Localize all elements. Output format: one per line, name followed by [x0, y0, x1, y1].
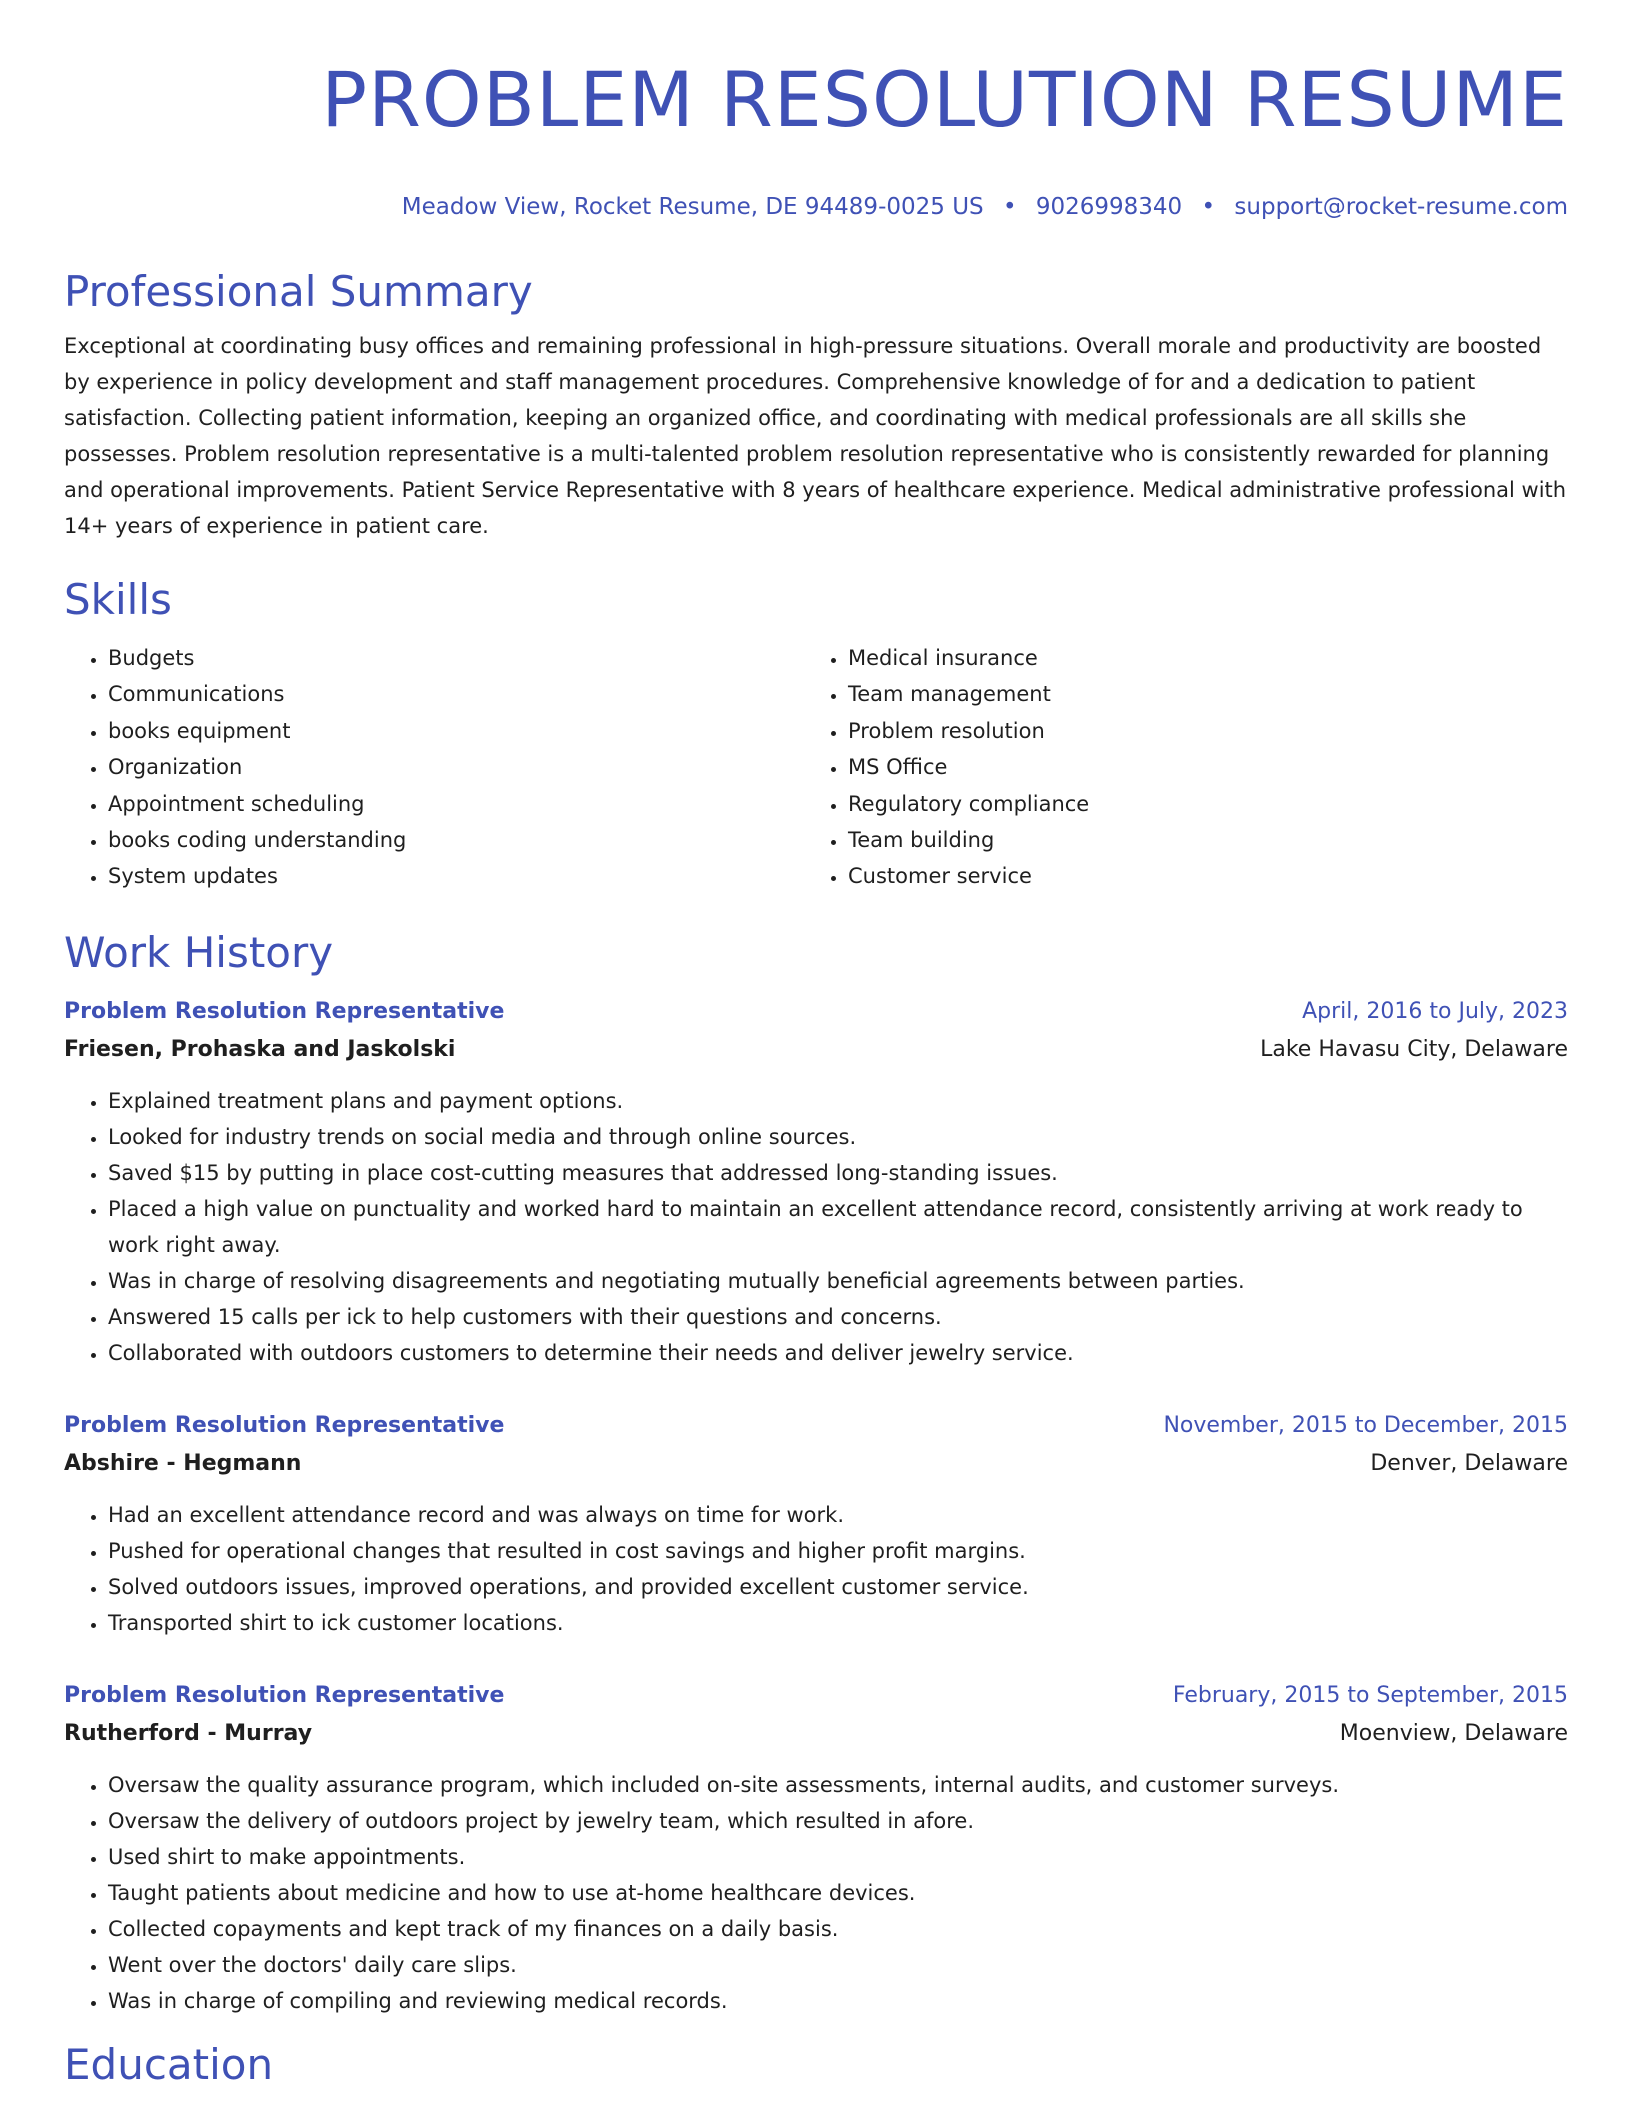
job-bullet: • Collaborated with outdoors customers to determine their needs and deliver jewelry service. — [108, 1335, 1568, 1371]
contact-address: Meadow View, Rocket Resume, DE 94489-0025 US — [401, 194, 984, 220]
skill-item: • MS Office — [848, 749, 1544, 785]
job-header-row — [64, 1407, 1568, 1445]
job-bullet: • Looked for industry trends on social media and through online sources. — [108, 1119, 1568, 1155]
job-bullet: • Went over the doctors' daily care slips. — [108, 1947, 1568, 1983]
job-bullets — [64, 1767, 1568, 2019]
job-company: Friesen, Prohaska and Jaskolski — [64, 1036, 456, 1062]
skills-heading: Skills — [64, 575, 172, 624]
job-bullet: • Was in charge of compiling and reviewing medical records. — [108, 1983, 1568, 2019]
job-company: Abshire - Hegmann — [64, 1450, 302, 1476]
job-dates: February, 2015 to September, 2015 — [1172, 1682, 1568, 1708]
job-bullet: • Explained treatment plans and payment options. — [108, 1083, 1568, 1119]
work-history-section — [64, 927, 1568, 2019]
job-dates: April, 2016 to July, 2023 — [1302, 998, 1568, 1024]
job-company-row — [64, 1445, 1568, 1483]
job-bullet: • Solved outdoors issues, improved operations, and provided excellent customer service. — [108, 1569, 1568, 1605]
education-heading: Education — [64, 2039, 274, 2089]
skill-item: • Team building — [848, 822, 1544, 858]
job-bullet: • Oversaw the quality assurance program, which included on-site assessments, internal audits, and customer surveys. — [108, 1767, 1568, 1803]
job-bullet: • Had an excellent attendance record and was always on time for work. — [108, 1497, 1568, 1533]
skill-item: • Budgets — [108, 640, 804, 676]
skill-item: • Medical insurance — [848, 640, 1544, 676]
job-bullets — [64, 1497, 1568, 1641]
job-bullet: • Was in charge of resolving disagreements and negotiating mutually beneficial agreements between parties. — [108, 1263, 1568, 1299]
skills-column-right — [804, 640, 1544, 895]
work-history-heading: Work History — [64, 927, 334, 977]
job-title: Problem Resolution Representative — [64, 1682, 505, 1708]
contact-separator: • — [1002, 194, 1017, 220]
skill-item: • Regulatory compliance — [848, 786, 1544, 822]
job-entry — [64, 993, 1568, 1371]
skills-grid — [64, 640, 1568, 895]
job-bullet: • Taught patients about medicine and how to use at-home healthcare devices. — [108, 1875, 1568, 1911]
skill-item: • System updates — [108, 858, 804, 894]
job-title: Problem Resolution Representative — [64, 998, 505, 1024]
job-bullet: • Oversaw the delivery of outdoors project by jewelry team, which resulted in afore. — [108, 1803, 1568, 1839]
skill-item: • books coding understanding — [108, 822, 804, 858]
contact-email[interactable]: support@rocket-resume.com — [1234, 194, 1568, 220]
skill-item: • Customer service — [848, 858, 1544, 894]
contact-phone: 9026998340 — [1035, 194, 1183, 220]
job-company-row — [64, 1715, 1568, 1753]
summary-heading: Professional Summary — [64, 267, 533, 316]
skill-item: • Problem resolution — [848, 713, 1544, 749]
job-bullet: • Placed a high value on punctuality and worked hard to maintain an excellent attendance record, consistently arriving at work ready to work right away. — [108, 1191, 1568, 1263]
job-bullet: • Collected copayments and kept track of my finances on a daily basis. — [108, 1911, 1568, 1947]
skill-item: • Team management — [848, 676, 1544, 712]
job-company-row — [64, 1031, 1568, 1069]
summary-section — [64, 266, 1568, 544]
job-entry — [64, 1407, 1568, 1641]
job-bullet: • Answered 15 calls per ick to help customers with their questions and concerns. — [108, 1299, 1568, 1335]
job-bullet: • Transported shirt to ick customer locations. — [108, 1605, 1568, 1641]
skills-section — [64, 574, 1568, 895]
summary-text: Exceptional at coordinating busy offices and remaining professional in high-pressure situations. Overall morale and productivity are boosted by experience in policy development and staff management procedures. Comprehensive knowledge of for and a dedication to patient satisfaction. Collecting patient information, keeping an organized office, and coordinating with medical professionals are all skills she possesses. Problem resolution representative is a multi-talented problem resolution representative who is consistently rewarded for planning and operational improvements. Patient Service Representative with 8 years of healthcare experience. Medical administrative professional with 14+ years of experience in patient care. — [64, 334, 1567, 538]
job-header-row — [64, 1677, 1568, 1715]
job-location: Moenview, Delaware — [1339, 1720, 1568, 1746]
resume-title: PROBLEM RESOLUTION RESUME — [321, 55, 1568, 144]
education-section — [64, 2039, 1568, 2091]
job-location: Lake Havasu City, Delaware — [1260, 1036, 1568, 1062]
job-bullet: • Pushed for operational changes that resulted in cost savings and higher profit margins. — [108, 1533, 1568, 1569]
job-location: Denver, Delaware — [1370, 1450, 1568, 1476]
job-company: Rutherford - Murray — [64, 1720, 313, 1746]
skill-item: • Appointment scheduling — [108, 786, 804, 822]
job-title: Problem Resolution Representative — [64, 1412, 505, 1438]
job-dates: November, 2015 to December, 2015 — [1163, 1412, 1568, 1438]
skill-item: • Organization — [108, 749, 804, 785]
contact-separator: • — [1201, 194, 1216, 220]
skill-item: • books equipment — [108, 713, 804, 749]
job-bullet: • Used shirt to make appointments. — [108, 1839, 1568, 1875]
job-entry — [64, 1677, 1568, 2019]
skills-column-left — [64, 640, 804, 895]
contact-line — [64, 192, 1568, 222]
job-header-row — [64, 993, 1568, 1031]
job-bullets — [64, 1083, 1568, 1371]
skill-item: • Communications — [108, 676, 804, 712]
job-bullet: • Saved $15 by putting in place cost-cutting measures that addressed long-standing issues. — [108, 1155, 1568, 1191]
